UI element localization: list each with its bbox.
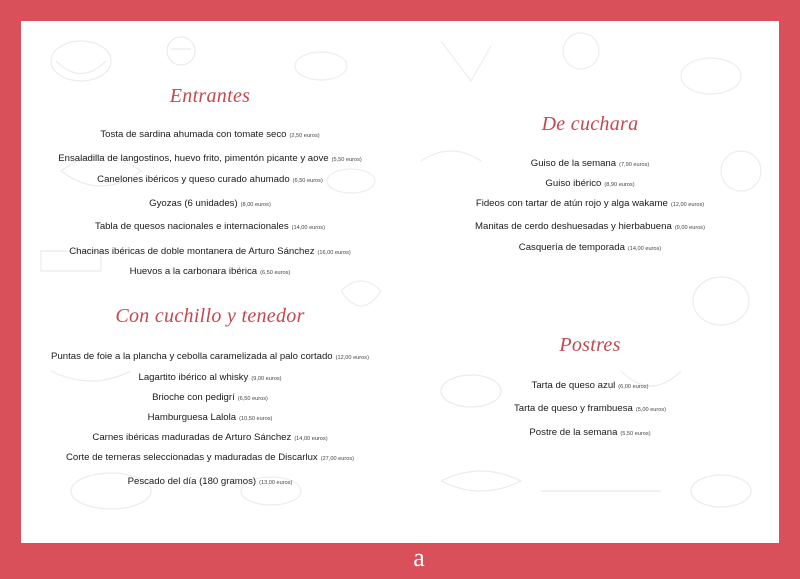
item-name: Postre de la semana — [529, 427, 618, 438]
item-name: Corte de terneras seleccionadas y maduradas de Discarlux — [66, 452, 318, 463]
item-name: Guiso de la semana — [530, 158, 617, 169]
item-price: (7,90 euros) — [619, 162, 650, 168]
item-price: (14,00 euros) — [291, 225, 325, 231]
item-price: (6,50 euros) — [260, 270, 291, 276]
item-price: (2,50 euros) — [289, 133, 320, 139]
section-title-cuchara: De cuchara — [541, 113, 639, 135]
item-price: (6,50 euros) — [237, 396, 268, 402]
menu-item — [401, 221, 779, 232]
item-price: (6,50 euros) — [292, 178, 323, 184]
menu-item — [21, 432, 399, 443]
item-price: (5,00 euros) — [635, 407, 667, 413]
item-name: Tarta de queso azul — [531, 380, 616, 391]
item-name: Tabla de quesos nacionales e internacionales — [95, 221, 289, 232]
menu-item — [21, 266, 399, 277]
item-price: (9,00 euros) — [251, 376, 282, 382]
menu-item — [21, 372, 399, 383]
menu-item — [21, 351, 399, 362]
menu-item — [21, 198, 399, 209]
brand-logo: a — [401, 543, 437, 579]
item-name: Hamburguesa Lalola — [147, 412, 237, 423]
menu-item — [401, 178, 779, 189]
item-price: (8,90 euros) — [604, 182, 635, 188]
item-name: Huevos a la carbonara ibérica — [129, 266, 258, 277]
menu-item — [21, 153, 399, 164]
item-price: (16,00 euros) — [317, 250, 351, 256]
item-price: (27,00 euros) — [320, 456, 354, 462]
item-name: Canelones ibéricos y queso curado ahumado — [97, 174, 290, 185]
menu-item — [21, 174, 399, 185]
menu-item — [401, 427, 779, 438]
item-price: (5,50 euros) — [331, 157, 362, 163]
section-title-entrantes: Entrantes — [169, 85, 251, 107]
item-price: (10,50 euros) — [239, 416, 273, 422]
item-name: Guiso ibérico — [545, 178, 602, 189]
item-name: Fideos con tartar de atún rojo y alga wakame — [475, 198, 668, 209]
item-price: (12,00 euros) — [335, 355, 369, 361]
item-name: Casquería de temporada — [518, 242, 625, 253]
section-title-cuchillo: Con cuchillo y tenedor — [115, 305, 305, 327]
menu-item — [21, 129, 399, 140]
menu-page — [21, 21, 779, 572]
item-name: Tarta de queso y frambuesa — [513, 403, 633, 414]
item-price: (5,50 euros) — [620, 431, 651, 437]
menu-item — [401, 380, 779, 391]
menu-item — [401, 403, 779, 414]
item-name: Lagartito ibérico al whisky — [138, 372, 249, 383]
menu-item — [21, 412, 399, 423]
item-price: (14,00 euros) — [294, 436, 328, 442]
item-name: Chacinas ibéricas de doble montanera de Arturo Sánchez — [69, 246, 315, 257]
section-title-postres: Postres — [559, 334, 621, 356]
item-name: Manitas de cerdo deshuesadas y hierbabuena — [475, 221, 672, 232]
menu-item — [401, 198, 779, 209]
item-price: (13,00 euros) — [259, 480, 293, 486]
item-price: (6,00 euros) — [618, 384, 649, 390]
item-name: Ensaladilla de langostinos, huevo frito, pimentón picante y aove — [58, 153, 329, 164]
item-name: Gyozas (6 unidades) — [149, 198, 238, 209]
menu-item — [21, 476, 399, 487]
item-price: (12,00 euros) — [670, 202, 705, 208]
menu-item — [401, 242, 779, 253]
menu-item — [21, 392, 399, 403]
item-name: Carnes ibéricas maduradas de Arturo Sánchez — [92, 432, 292, 443]
menu-item — [21, 246, 399, 257]
item-price: (9,00 euros) — [674, 225, 705, 231]
item-price: (14,00 euros) — [627, 246, 662, 252]
item-price: (8,00 euros) — [240, 202, 271, 208]
item-name: Brioche con pedigrí — [152, 392, 235, 403]
menu-item — [21, 221, 399, 232]
menu-item — [401, 158, 779, 169]
item-name: Puntas de foie a la plancha y cebolla caramelizada al palo cortado — [51, 351, 333, 362]
menu-item — [21, 452, 399, 463]
item-name: Pescado del día (180 gramos) — [127, 476, 257, 487]
item-name: Tosta de sardina ahumada con tomate seco — [100, 129, 287, 140]
